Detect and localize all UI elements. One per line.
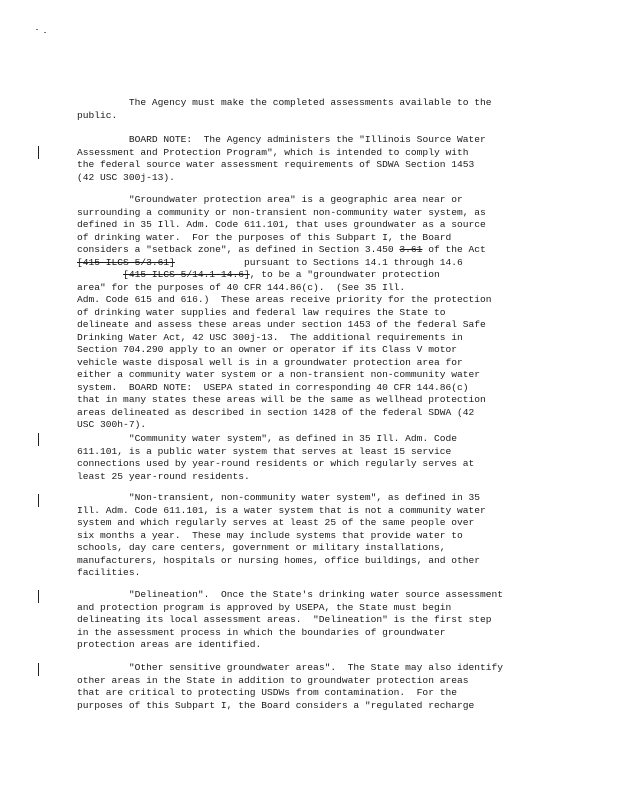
text-run: "Groundwater protection area" is a geographic area near or surrounding a community or non-transient non-community water system, as defined in 35 Ill. Adm. Code 611.101, that uses groundwater as a source of drinking water. For the purposes of this Subpart I, the Board considers a "setback zone", as defined in Section 3.450 <box>77 194 486 255</box>
revision-bar <box>38 590 39 603</box>
paragraph-assessments-available: The Agency must make the completed assessments available to the public. <box>77 97 492 121</box>
paragraph-other-sensitive-areas: "Other sensitive groundwater areas". The State may also identify other areas in the State in addition to groundwater protection areas that are critical to protecting USDWs from contamination. For the purposes of this Subpart I, the Board considers a "regulated recharge <box>77 662 504 711</box>
text-run: pursuant to Sections 14.1 through 14.6 <box>243 256 463 268</box>
paragraph-groundwater-protection-area <box>77 194 522 432</box>
text-run: of the Act <box>428 244 486 255</box>
paragraph-board-note-swap: BOARD NOTE: The Agency administers the "Illinois Source Water Assessment and Protection Program", which is intended to comply with the federal source water assessment requirements of SDWA Section 1453 (42 USC 300j-13). <box>77 134 486 183</box>
revision-bar <box>38 433 39 446</box>
text-run: , to be a "groundwater protection area" for the purposes of 40 CFR 144.86(c). (See 35 Ill. Adm. Code 615 and 616.) These areas receive priority for the protection of drinking water supplies and federal law requires the State to delineate and assess these areas under section 1453 of the federal Safe Drinking Water Act, 42 USC 300j-13. The additional requirements in Section 704.290 apply to an owner or operator if its Class V motor vehicle waste disposal well is in a groundwater protection area for either a community water system or a non-transient non-community water system. BOARD NOTE: USEPA stated in corresponding 40 CFR 144.86(c) that in many states these areas will be the same as wellhead protection areas delineated as described in section 1428 of the federal SDWA (42 USC 300h-7). <box>77 269 492 430</box>
scan-speck <box>36 29 38 30</box>
paragraph-non-transient-system: "Non-transient, non-community water system", as defined in 35 Ill. Adm. Code 611.101, is a water system that is not a community water system and which regularly serves at least 25 of the same people over six months a year. These may include systems that provide water to schools, day care centers, government or military installations, manufacturers, hospitals or nursing homes, office buildings, and other facilities. <box>77 492 486 578</box>
paragraph-delineation: "Delineation". Once the State's drinking water source assessment and protection program is approved by USEPA, the State must begin delineating its local assessment areas. "Delineation" is the first step in the assessment process in which the boundaries of groundwater protection areas are identified. <box>77 589 504 650</box>
deleted-text: 3.61 <box>399 244 423 255</box>
scan-speck <box>44 32 46 33</box>
revision-bar <box>38 146 39 159</box>
revision-bar <box>38 494 39 507</box>
revision-bar <box>38 663 39 676</box>
deleted-text: [415 ILCS 5/14.1-14.6] <box>123 269 250 280</box>
paragraph-community-water-system: "Community water system", as defined in 35 Ill. Adm. Code 611.101, is a public water system that serves at least 15 service connections used by year-round residents or which regularly serves at least 25 year-round residents. <box>77 433 475 482</box>
deleted-text: [415 ILCS 5/3.61] <box>77 256 175 268</box>
